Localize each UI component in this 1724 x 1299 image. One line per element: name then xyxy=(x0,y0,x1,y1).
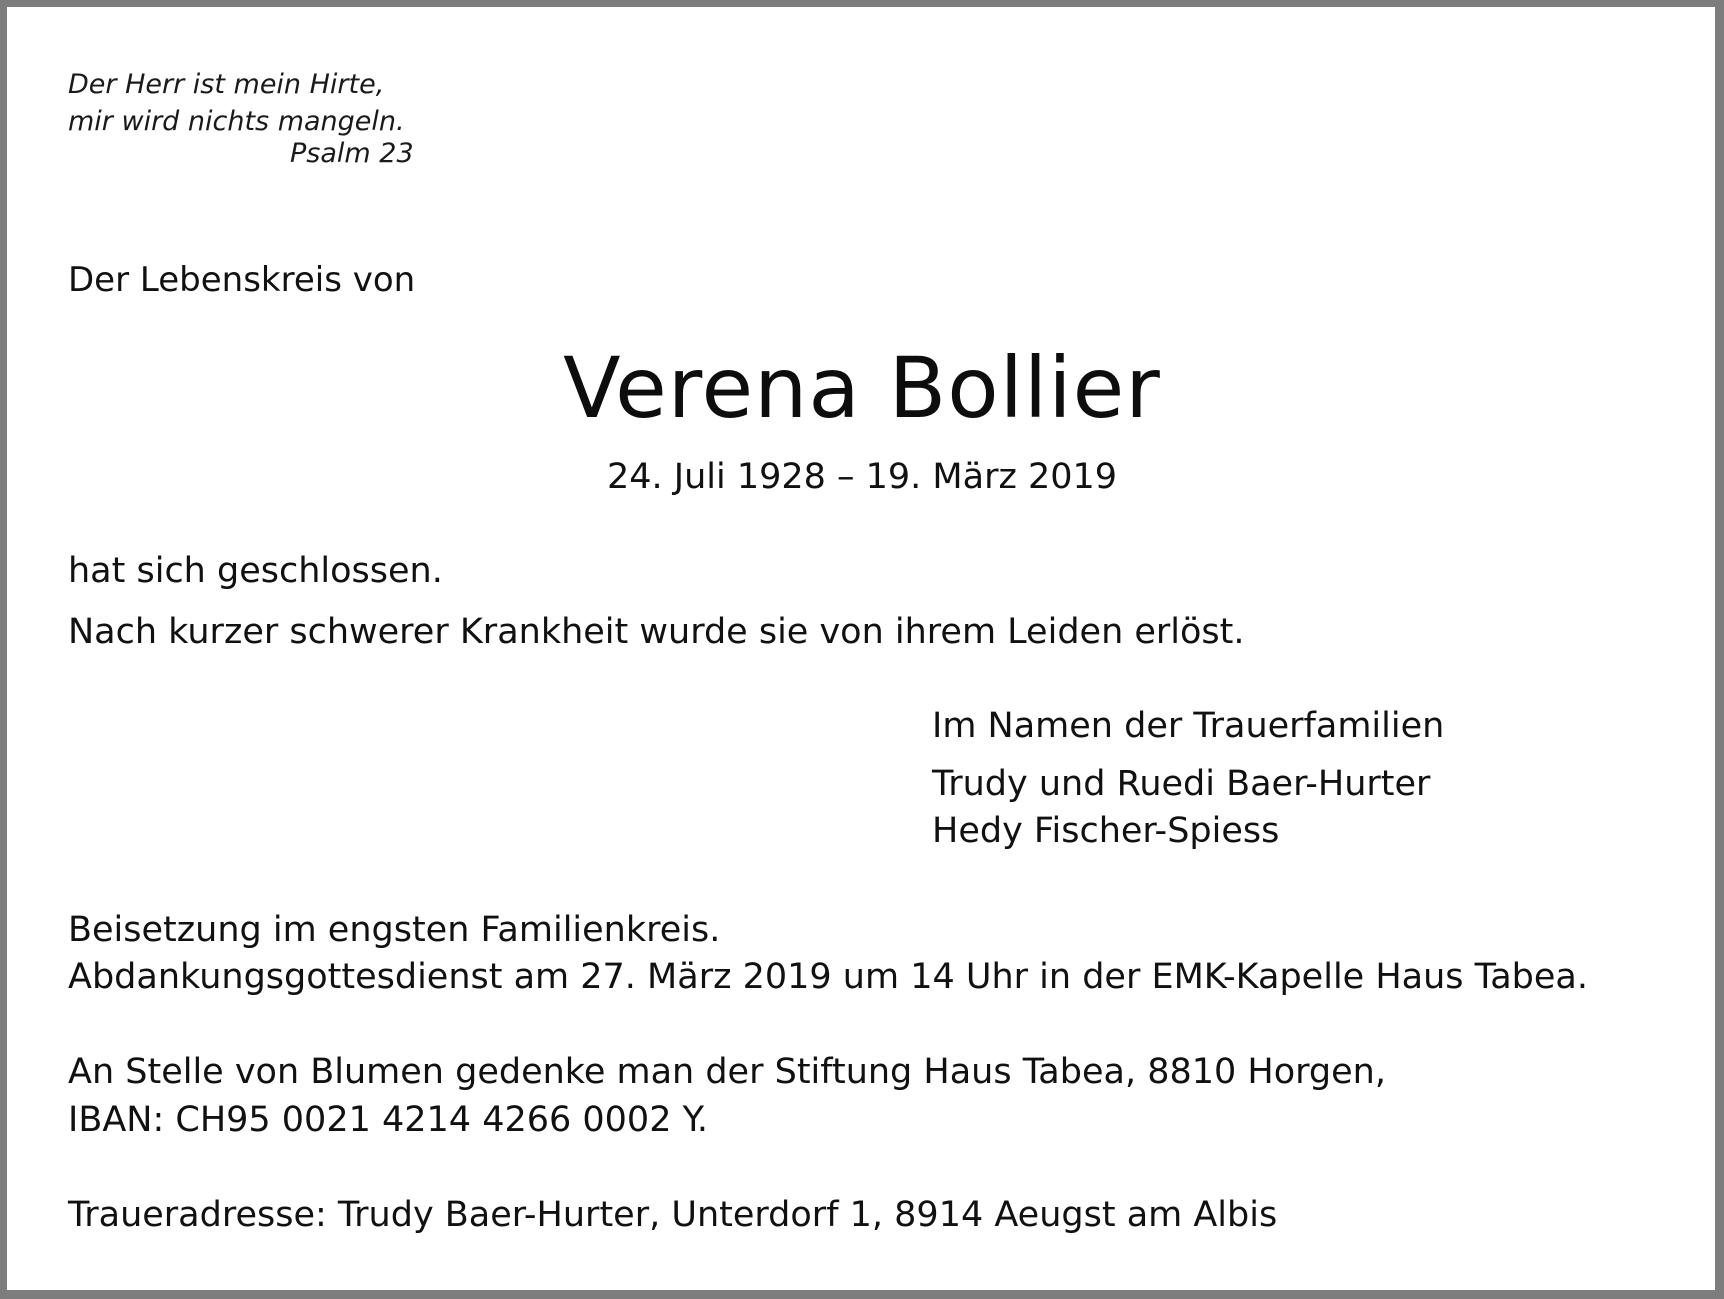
signature-family-1: Trudy und Ruedi Baer-Hurter xyxy=(932,764,1431,804)
funeral-info-line-2: Abdankungsgottesdienst am 27. März 2019 um 14 Uhr in der EMK-Kapelle Haus Tabea. xyxy=(68,957,1588,997)
closed-text: hat sich geschlossen. xyxy=(68,551,443,591)
psalm-reference: Psalm 23 xyxy=(290,138,414,169)
intro-text: Der Lebenskreis von xyxy=(68,260,416,300)
signature-family-2: Hedy Fischer-Spiess xyxy=(932,811,1280,851)
psalm-line-1: Der Herr ist mein Hirte, xyxy=(68,69,385,100)
signature-heading: Im Namen der Trauerfamilien xyxy=(932,706,1445,746)
funeral-info-line-1: Beisetzung im engsten Familienkreis. xyxy=(68,910,721,950)
deceased-name: Verena Bollier xyxy=(563,339,1161,437)
life-dates: 24. Juli 1928 – 19. März 2019 xyxy=(606,457,1118,497)
donation-info-line-1: An Stelle von Blumen gedenke man der Stiftung Haus Tabea, 8810 Horgen, xyxy=(68,1052,1386,1092)
donation-info-line-2: IBAN: CH95 0021 4214 4266 0002 Y. xyxy=(68,1100,708,1140)
released-text: Nach kurzer schwerer Krankheit wurde sie von ihrem Leiden erlöst. xyxy=(68,612,1245,652)
psalm-line-2: mir wird nichts mangeln. xyxy=(68,106,405,137)
mourning-address: Traueradresse: Trudy Baer-Hurter, Unterdorf 1, 8914 Aeugst am Albis xyxy=(68,1195,1278,1235)
psalm-quote xyxy=(68,66,405,140)
